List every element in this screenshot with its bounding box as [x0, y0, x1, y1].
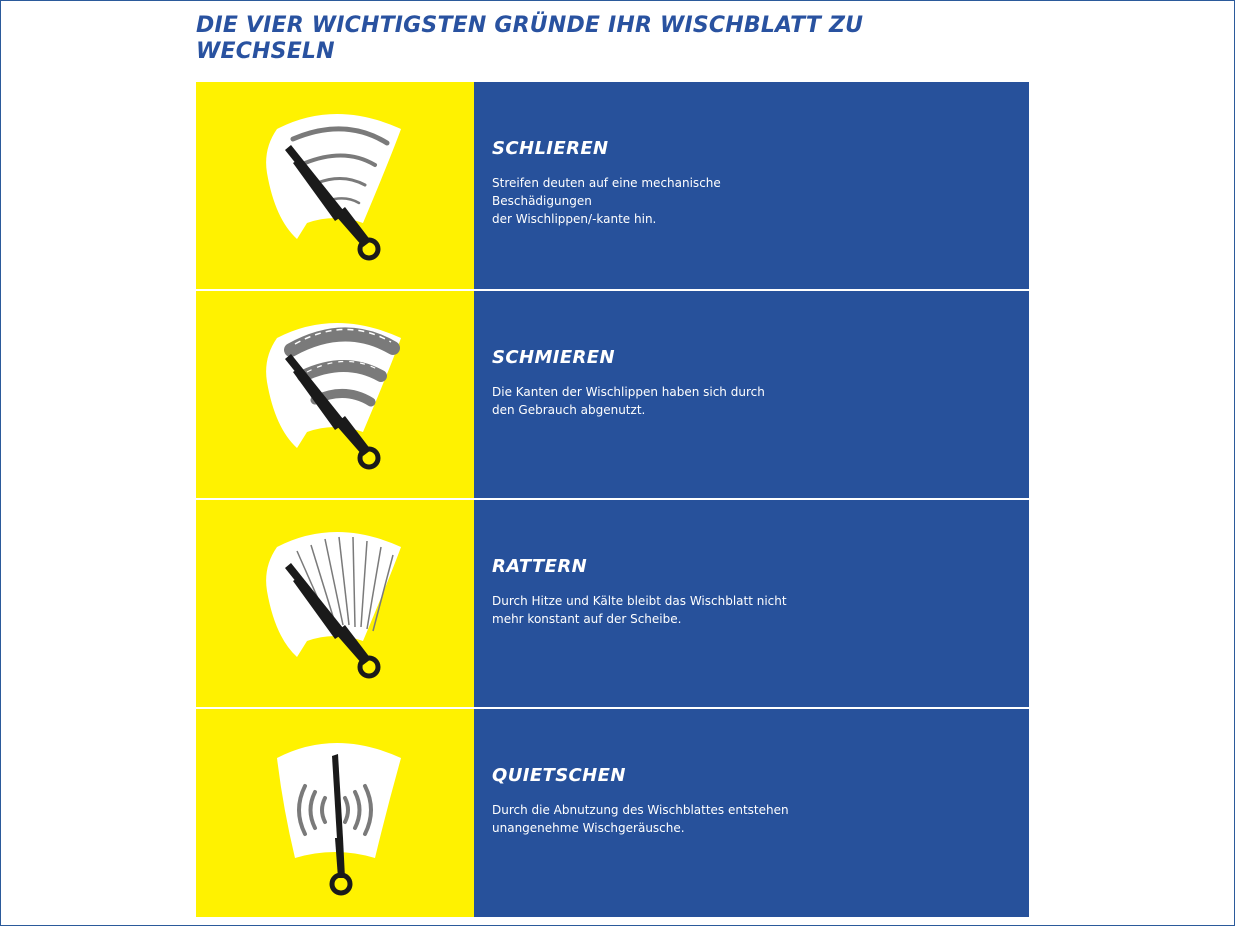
chatter-windshield-icon: [235, 519, 435, 689]
reason-row-quietschen: [196, 709, 1029, 917]
reason-icon-cell: [196, 291, 474, 498]
smear-windshield-icon: [235, 310, 435, 480]
reason-description: Durch Hitze und Kälte bleibt das Wischblatt nicht mehr konstant auf der Scheibe.: [492, 594, 787, 626]
reason-row-schlieren: [196, 82, 1029, 291]
reason-title: QUIETSCHEN: [492, 765, 626, 786]
reason-title: SCHLIEREN: [492, 138, 609, 159]
reason-row-rattern: [196, 500, 1029, 709]
reason-title: RATTERN: [492, 556, 588, 577]
reason-icon-cell: [196, 82, 474, 289]
reason-text-cell: [474, 709, 1029, 917]
reason-icon-cell: [196, 709, 474, 917]
reason-row-schmieren: [196, 291, 1029, 500]
reason-text-cell: [474, 82, 1029, 289]
reason-description: Streifen deuten auf eine mechanische Beschädigungen der Wischlippen/-kante hin.: [492, 176, 721, 226]
reason-description: Die Kanten der Wischlippen haben sich durch den Gebrauch abgenutzt.: [492, 385, 765, 417]
streaks-windshield-icon: [235, 101, 435, 271]
reason-icon-cell: [196, 500, 474, 707]
reasons-grid: [196, 82, 1029, 917]
reason-text-cell: [474, 500, 1029, 707]
reason-title: SCHMIEREN: [492, 347, 615, 368]
page-title: DIE VIER WICHTIGSTEN GRÜNDE IHR WISCHBLATT ZU WECHSELN: [196, 13, 864, 64]
reason-description: Durch die Abnutzung des Wischblattes entstehen unangenehme Wischgeräusche.: [492, 803, 789, 835]
reason-text-cell: [474, 291, 1029, 498]
squeak-windshield-icon: [235, 728, 435, 898]
